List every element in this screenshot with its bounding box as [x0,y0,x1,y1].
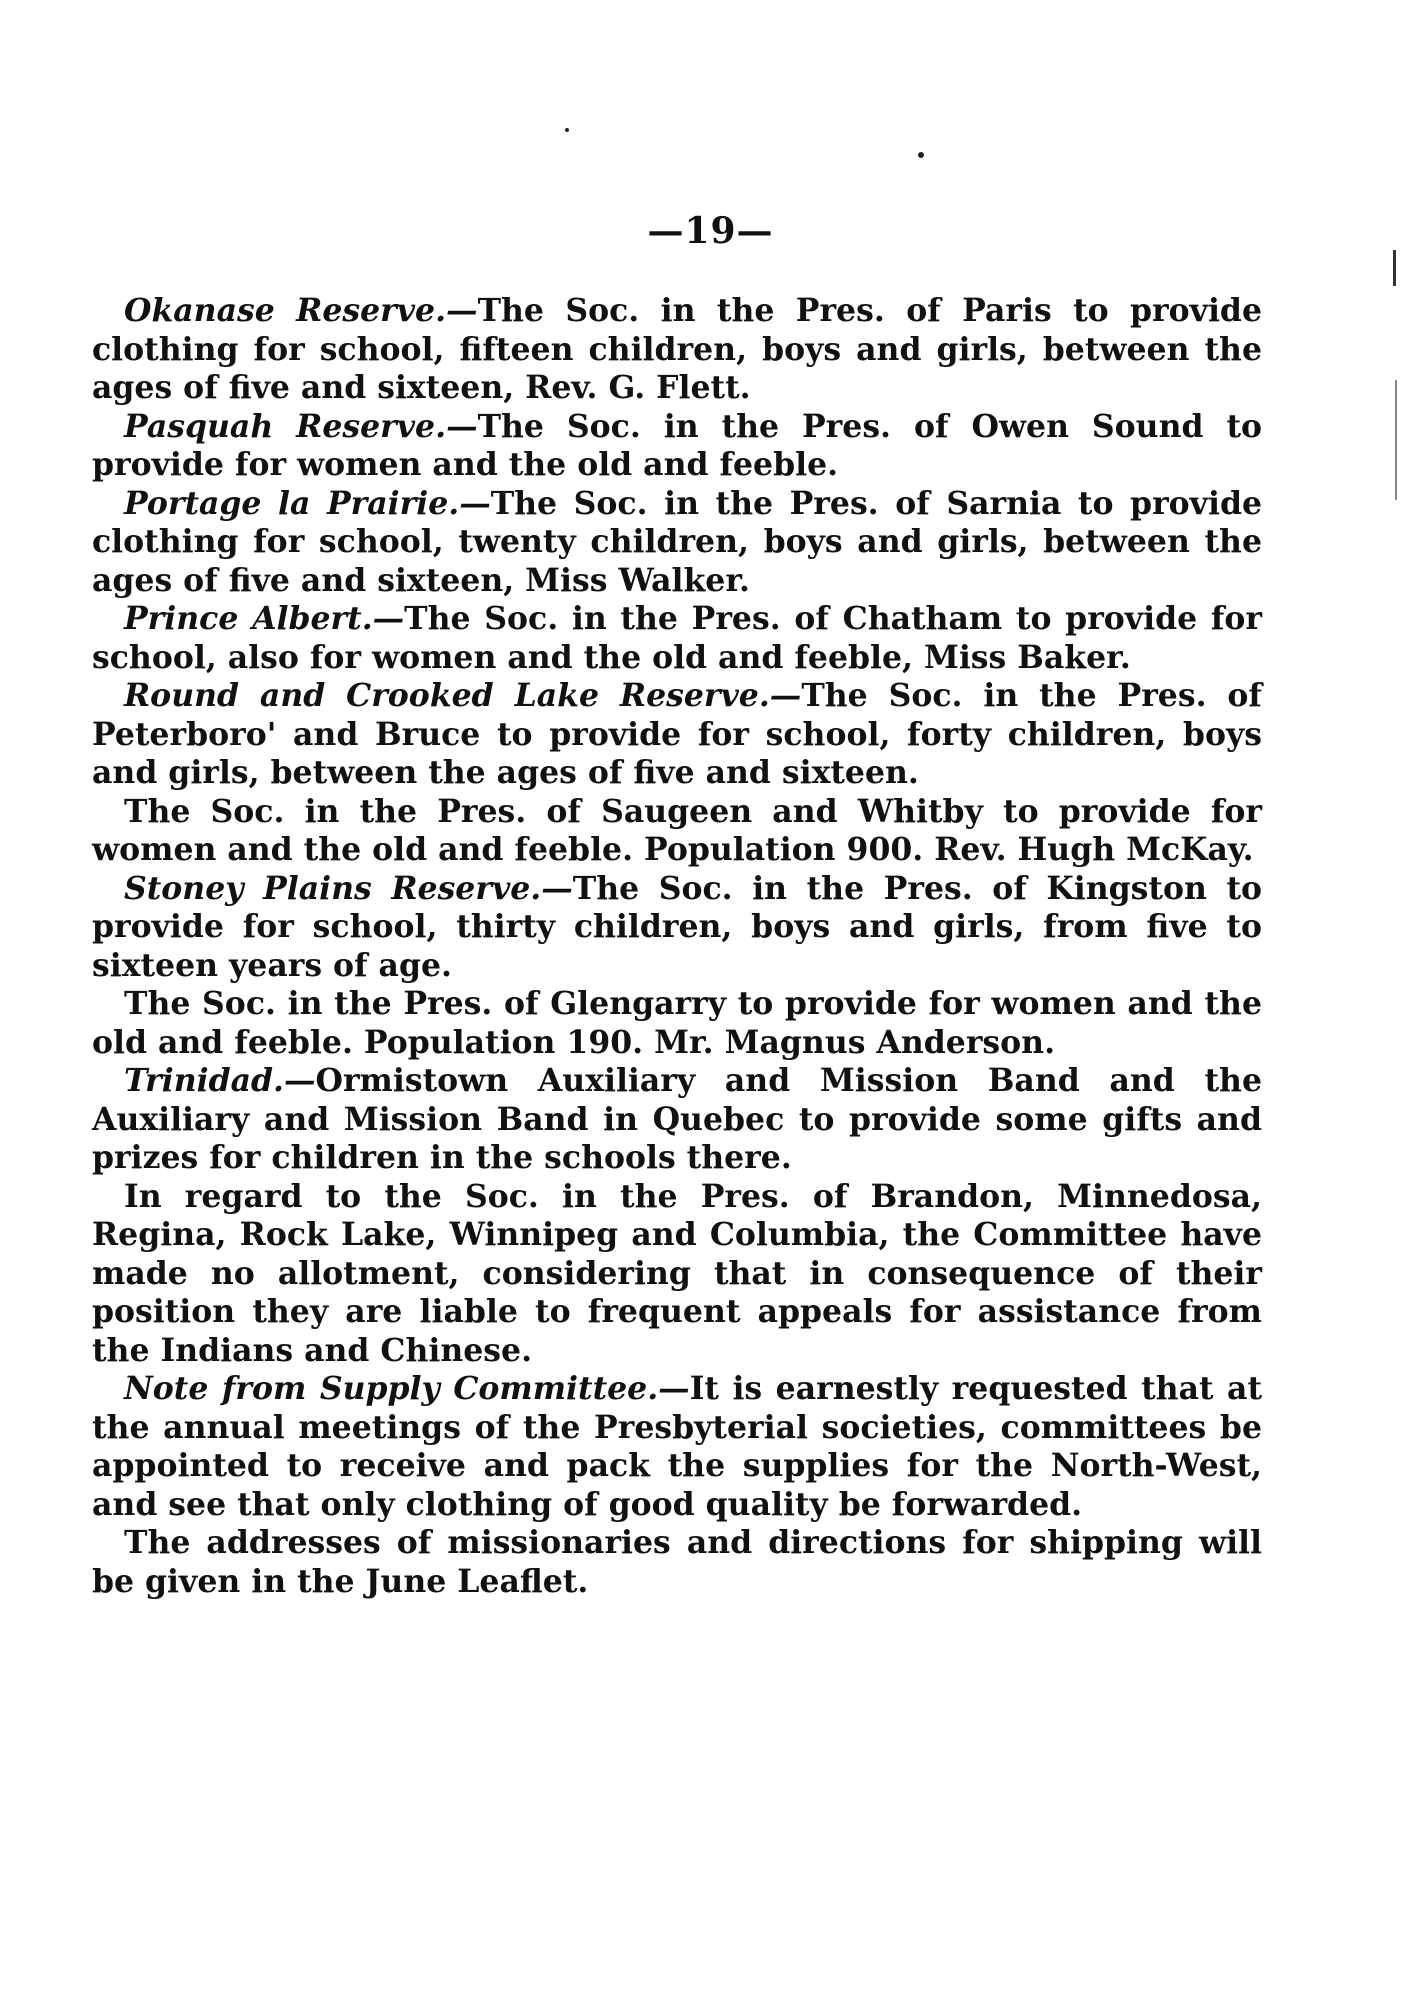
paragraph-text: The Soc. in the Pres. of Sarnia to provide clothing for school, twenty children, boys and girls, between the ages of five and sixteen, Miss Walker. [92,484,1263,599]
scan-speck [918,152,924,158]
paragraph-round-crooked [92,677,1262,793]
paragraph-addresses [92,1524,1262,1601]
paragraph-pasquah [92,408,1262,485]
scan-edge-mark [1395,380,1397,500]
paragraph-text: The addresses of missionaries and directions for shipping will be given in the June Leaflet. [92,1524,1262,1600]
paragraph-glengarry [92,985,1262,1062]
paragraph-text: The Soc. in the Pres. of Saugeen and Whitby to provide for women and the old and feeble. Population 900. Rev. Hugh McKay. [92,792,1262,868]
paragraph-text: Ormistown Auxiliary and Mission Band and the Auxiliary and Mission Band in Quebec to provide some gifts and prizes for children in the schools there. [92,1062,1262,1176]
paragraph-text: In regard to the Soc. in the Pres. of Brandon, Minnedosa, Regina, Rock Lake, Winnipeg and Columbia, the Committee have made no allotment, considering that in consequence of their position they are liable to frequent appeals for assistance from the Indians and Chinese. [92,1177,1262,1369]
paragraph-lead: Stoney Plains Reserve.— [124,869,573,907]
body-text [92,292,1262,1601]
paragraph-text: The Soc. in the Pres. of Chatham to provide for school, also for women and the old and feeble, Miss Baker. [92,600,1262,676]
paragraph-lead: Round and Crooked Lake Reserve.— [124,677,802,714]
paragraph-lead: Trinidad.— [124,1062,316,1099]
paragraph-lead: Okanase Reserve.— [124,292,478,329]
paragraph-text: The Soc. in the Pres. of Peterboro' and Bruce to provide for school, forty children, boys and girls, between the ages of five and sixteen. [92,677,1262,791]
paragraph-lead: Prince Albert.— [124,600,405,637]
paragraph-text: The Soc. in the Pres. of Glengarry to provide for women and the old and feeble. Population 190. Mr. Magnus Anderson. [92,985,1262,1061]
scan-edge-mark [1393,250,1396,286]
paragraph-saugeen [92,793,1262,870]
paragraph-lead: Portage la Prairie.— [124,484,491,522]
paragraph-prince-albert [92,600,1262,677]
paragraph-text: The Soc. in the Pres. of Paris to provide clothing for school, fifteen children, boys and girls, between the ages of five and sixteen, Rev. G. Flett. [92,292,1262,406]
scan-speck [565,128,569,132]
paragraph-portage [92,485,1262,601]
paragraph-stoney-plains [92,870,1262,986]
paragraph-no-allotment [92,1178,1262,1371]
paragraph-lead: Pasquah Reserve.— [124,407,478,445]
paragraph-lead: Note from Supply Committee.— [124,1370,690,1407]
page-number: —19— [647,210,774,252]
paragraph-text: It is earnestly requested that at the annual meetings of the Presbyterial societies, committees be appointed to receive and pack the supplies for the North-West, and see that only clothing of good quality be forwarded. [92,1370,1262,1523]
paragraph-okanase [92,292,1262,408]
paragraph-supply-note [92,1370,1262,1524]
paragraph-trinidad [92,1062,1262,1178]
paragraph-text: The Soc. in the Pres. of Owen Sound to provide for women and the old and feeble. [92,407,1263,483]
paragraph-text: The Soc. in the Pres. of Kingston to provide for school, thirty children, boys and girls, from five to sixteen years of age. [92,869,1263,984]
